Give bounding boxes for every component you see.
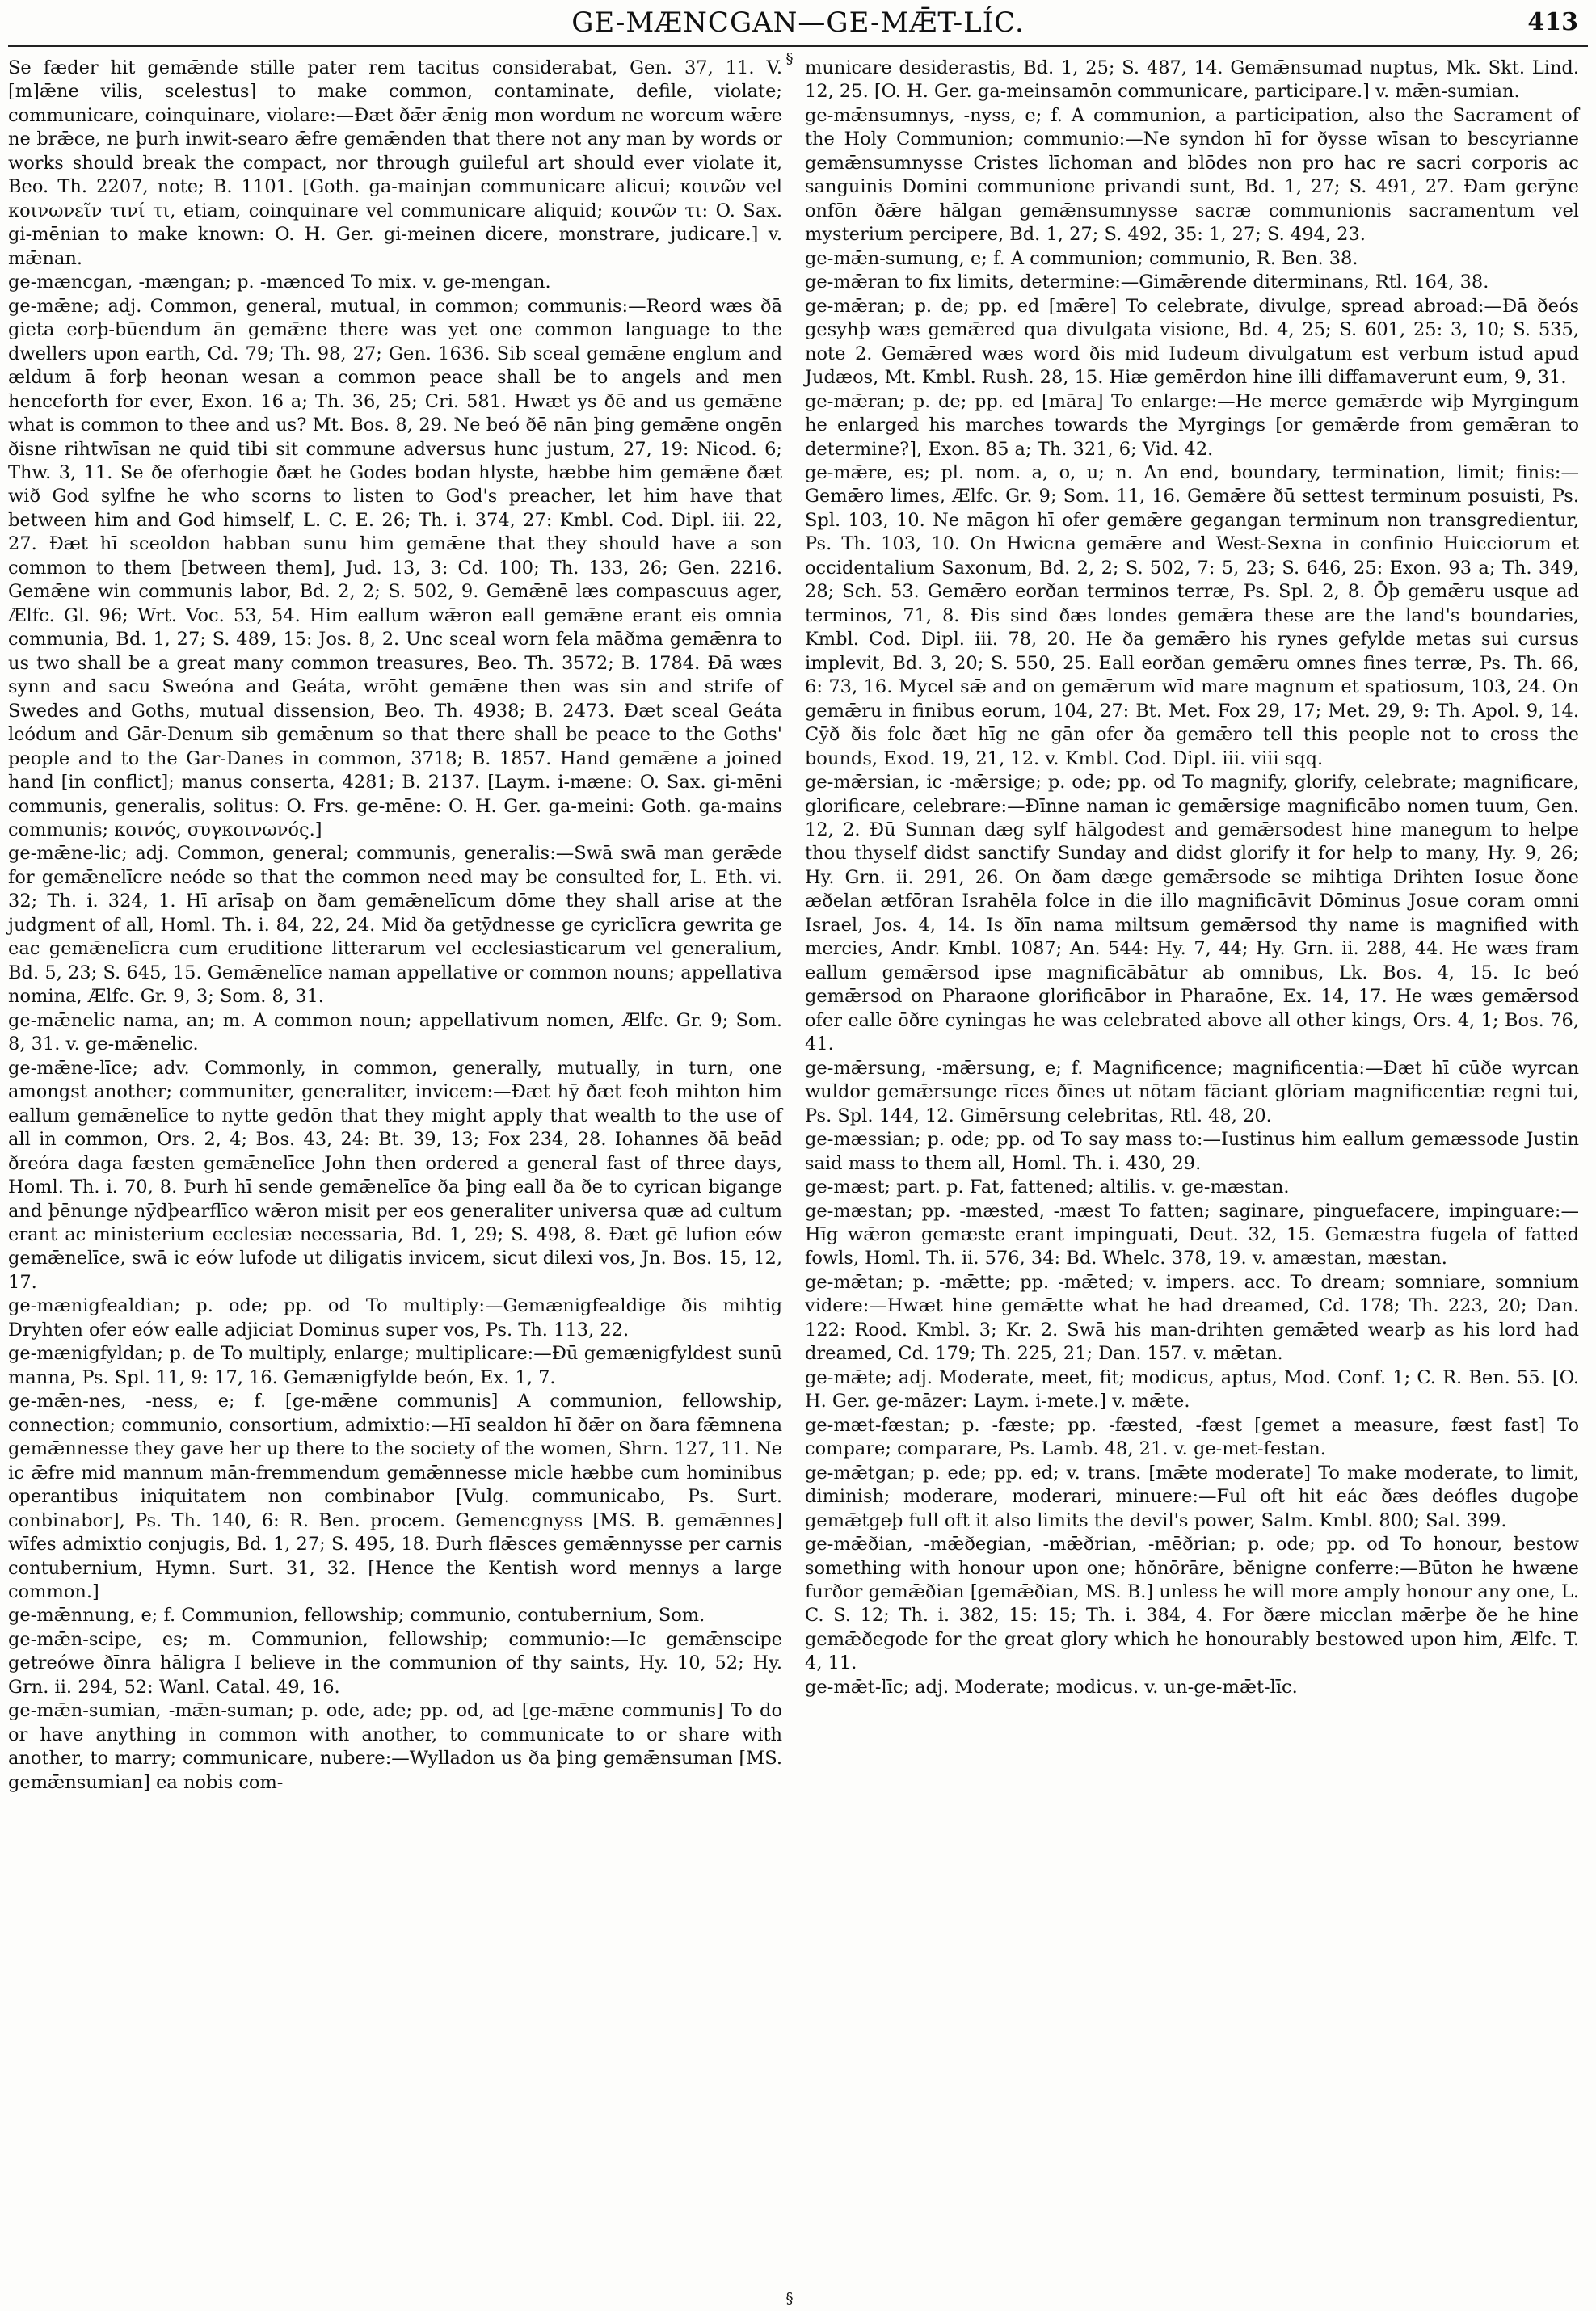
- entry-paragraph: Se fæder hit gemǣnde stille pater rem tacitus considerabat, Gen. 37, 11. V. [m]ǣne vilis, scelestus] to make common, contaminate, defile, violate; communicare, coinquinare, violare:—Ðæt ðǣr ǣnig mon wordum ne worcum wǣre ne brǣce, ne þurh inwit-searo ǣfre gemǣnden that there not any man by words or works should break the compact, nor through guileful art should ever violate it, Beo. Th. 2207, note; B. 1101. [Goth. ga-mainjan communicare alicui; κοινῶν vel κοινωνεῖν τινί τι, etiam, coinquinare vel communicare aliquid; κοινῶν τι: O. Sax. gi-mēnian to make known: O. H. Ger. gi-meinen dicere, monstrare, judicare.] v. mǣnan.: [8, 57, 782, 269]
- divider-ornament-bottom-icon: §: [782, 2292, 797, 2306]
- entry-paragraph: ge-mǣn-nes, -ness, e; f. [ge-mǣne communis] A communion, fellowship, connection; communio, consortium, admixtio:—Hī sealdon hī ðǣr on ðara fǣmnena gemǣnnesse they gave her up there to the society of the women, Shrn. 127, 11. Ne ic ǣfre mid mannum mān-fremmendum gemǣnnesse micle hæbbe cum hominibus operantibus iniquitatem non combinabor [Vulg. communicabo, Ps. Surt. conbinabor], Ps. Th. 140, 6: R. Ben. procem. Gemencgnyss [MS. B. gemǣnnes] wīfes admixtio conjugis, Bd. 1, 27; S. 495, 18. Ðurh flǣsces gemǣnnysse per carnis contubernium, Hymn. Surt. 31, 32. [Hence the Kentish word mennys a large common.]: [8, 1391, 782, 1602]
- entry-paragraph: ge-mǣnelic nama, an; m. A common noun; appellativum nomen, Ælfc. Gr. 9; Som. 8, 31. v. ge-mǣnelic.: [8, 1009, 782, 1055]
- entry-paragraph: ge-mǣne-līce; adv. Commonly, in common, generally, mutually, in turn, one amongst another; communiter, generaliter, invicem:—Ðæt hȳ ðæt feoh mihton him eallum gemǣnelīce to nytte gedōn that they might apply that wealth to the use of all in common, Ors. 2, 4; Bos. 43, 24: Bt. 39, 13; Fox 234, 28. Iohannes ðā beād ðreóra daga fæsten gemǣnelīce John then ordered a general fast of three days, Homl. Th. i. 70, 8. Þurh hī sende gemǣnelīce ða þing eall ða ðe to cyrican bigange and þēnunge nȳdþearflīco wǣron misit per eos generaliter universa quæ ad cultum erant ac ministerium ecclesiæ necessaria, Bd. 1, 29; S. 498, 8. Ðæt gē lufion eów gemǣnelīce, swā ic eów lufode ut diligatis invicem, sicut dilexi vos, Jn. Bos. 15, 12, 17.: [8, 1057, 782, 1293]
- entry-paragraph: ge-mǣnnung, e; f. Communion, fellowship; communio, contubernium, Som.: [8, 1605, 705, 1627]
- entry-paragraph: ge-mǣne-lic; adj. Common, general; communis, generalis:—Swā swā man gerǣde for gemǣnelīcre neóde so that the common need may be consulted for, L. Eth. vi. 32; Th. i. 324, 1. Hī arīsaþ on ðam gemǣnelīcum dōme they shall arise at the judgment of all, Homl. Th. i. 84, 22, 24. Mid ða getȳdnesse ge cyriclīcra gewrita ge eac gemǣnelīcra cum eruditione litterarum vel ecclesiasticarum vel generalium, Bd. 5, 23; S. 645, 15. Gemǣnelīce naman appellative or common nouns; appellativa nomina, Ælfc. Gr. 9, 3; Som. 8, 31.: [8, 843, 782, 1008]
- header-rule: [8, 45, 1588, 47]
- entry-paragraph: ge-mǣn-sumung, e; f. A communion; communio, R. Ben. 38.: [805, 247, 1358, 269]
- entry-paragraph: ge-mǣre, es; pl. nom. a, o, u; n. An end, boundary, termination, limit; finis:—Gemǣro limes, Ælfc. Gr. 9; Som. 11, 16. Gemǣre ðū settest terminum posuisti, Ps. Spl. 103, 10. Ne māgon hī ofer gemǣre gegangan terminum non transgredientur, Ps. Th. 103, 10. On Hwicna gemǣre and West-Sexna in confinio Huicciorum et occidentalium Saxonum, Bd. 2, 2; S. 502, 7: 5, 23; S. 646, 25: Exon. 93 a; Th. 349, 28; Sch. 53. Gemǣro eorðan terminos terræ, Ps. Spl. 2, 8. Ōþ gemǣru usque ad terminos, 71, 8. Ðis sind ðæs londes gemǣra these are the land's boundaries, Kmbl. Cod. Dipl. iii. 78, 20. He ða gemǣro his rynes gefylde metas sui cursus implevit, Bd. 3, 20; S. 550, 25. Eall eorðan gemǣru omnes fines terræ, Ps. Th. 66, 6: 73, 16. Mycel sǣ and on gemǣrum wīd mare magnum et spatiosum, 103, 24. On gemǣru in finibus eorum, 104, 27: Bt. Met. Fox 29, 17; Met. 29, 9: Th. Apol. 9, 14. Cȳð ðis folc ðæt hīg ne gān ofer ða gemǣro tell this people not to cross the bounds, Exod. 19, 21, 12. v. Kmbl. Cod. Dipl. iii. viii sqq.: [805, 461, 1579, 769]
- entry-paragraph: ge-mæncgan, -mængan; p. -mænced To mix. v. ge-mengan.: [8, 272, 551, 293]
- running-head: GE-MÆNCGAN—GE-MǢT-LÍC.: [571, 6, 1025, 39]
- entry-paragraph: ge-mǣtan; p. -mǣtte; pp. -mǣted; v. impers. acc. To dream; somniare, somnium videre:—Hwæt hine gemǣtte what he had dreamed, Cd. 178; Th. 223, 20; Dan. 122: Rood. Kmbl. 3; Kr. 2. Swā his man-drihten gemǣted wearþ as his lord had dreamed, Cd. 179; Th. 225, 21; Dan. 157. v. mǣtan.: [805, 1271, 1579, 1365]
- entry-paragraph: ge-mænigfealdian; p. ode; pp. od To multiply:—Gemænigfealdige ðis mihtig Dryhten ofer eów ealle adjiciat Dominus super vos, Ps. Th. 113, 22.: [8, 1295, 782, 1341]
- entry-paragraph: ge-mǣtgan; p. ede; pp. ed; v. trans. [mǣte moderate] To make moderate, to limit, diminish; moderare, moderari, minuere:—Ful oft hit eác ðæs deófles dugoþe gemǣtgeþ full oft it also limits the devil's power, Salm. Kmbl. 800; Sal. 399.: [805, 1462, 1579, 1531]
- entry-paragraph: ge-mǣran; p. de; pp. ed [mǣre] To celebrate, divulge, spread abroad:—Ðā ðeós gesyhþ wæs gemǣred qua divulgata visione, Bd. 4, 25; S. 601, 25: 3, 10; S. 535, note 2. Gemǣred wæs word ðis mid Iudeum divulgatum est verbum istud apud Judæos, Mt. Kmbl. Rush. 28, 15. Hiæ gemērdon hine illi diffamaverunt eum, 9, 31.: [805, 295, 1579, 389]
- right-column: [805, 57, 1579, 1699]
- entry-paragraph: ge-mǣn-scipe, es; m. Communion, fellowship; communio:—Ic gemǣnscipe getreówe ðīnra hāligra I believe in the communion of thy saints, Hy. 10, 52; Hy. Grn. ii. 294, 52: Wanl. Catal. 49, 16.: [8, 1628, 782, 1698]
- entry-paragraph: ge-mænigfyldan; p. de To multiply, enlarge; multiplicare:—Ðū gemænigfyldest sunū manna, Ps. Spl. 11, 9: 17, 16. Gemænigfylde beón, Ex. 1, 7.: [8, 1343, 782, 1388]
- entry-paragraph: ge-mǣt-līc; adj. Moderate; modicus. v. un-ge-mǣt-līc.: [805, 1676, 1298, 1698]
- entry-paragraph: ge-mǣrsung, -mǣrsung, e; f. Magnificence; magnificentia:—Ðæt hī cūðe wyrcan wuldor gemǣrsunge rīces ðīnes ut nōtam fāciant glōriam magnificentiæ regni tui, Ps. Spl. 144, 12. Gimērsung celebritas, Rtl. 48, 20.: [805, 1057, 1579, 1126]
- entry-paragraph: ge-mǣðian, -mǣðegian, -mǣðrian, -mēðrian; p. ode; pp. od To honour, bestow something with honour upon one; hŏnōrāre, bĕnigne conferre:—Būton he hwæne furðor gemǣðian [gemǣðian, MS. B.] unless he will more amply honour any one, L. C. S. 12; Th. i. 382, 15: 15; Th. i. 384, 4. For ðære micclan mǣrþe ðe he hine gemǣðegode for the great glory which he honourably bestowed upon him, Ælfc. T. 4, 11.: [805, 1534, 1579, 1674]
- entry-paragraph: ge-mæst; part. p. Fat, fattened; altilis. v. ge-mæstan.: [805, 1177, 1290, 1198]
- entry-paragraph: ge-mǣrsian, ic -mǣrsige; p. ode; pp. od To magnify, glorify, celebrate; magnificare, glorificare, celebrare:—Ðīnne naman ic gemǣrsige magnificābo nomen tuum, Gen. 12, 2. Ðū Sunnan dæg sylf hālgodest and gemǣrsodest hine manegum to helpe thou thyself didst sanctify Sunday and didst glorify it for help to many, Hy. 9, 26; Hy. Grn. ii. 291, 26. On ðam dæge gemǣrsode se mihtiga Drihten Iosue ðone æðelan ætfōran Israhēla folce in die illo magnificāvit Dōminus Josue coram omni Israel, Jos. 4, 14. Is ðīn nama miltsum gemǣrsod thy name is magnified with mercies, Andr. Kmbl. 1087; An. 544: Hy. 7, 44; Hy. Grn. ii. 288, 44. He wæs fram eallum gemǣrsod ipse magnificābātur ab omnibus, Lk. Bos. 4, 15. Ic beó gemǣrsod on Pharaone glorificābor in Pharaōne, Ex. 14, 17. He wæs gemǣrsod ofer ealle ōðre cyningas he was celebrated above all other kings, Ors. 4, 1; Bos. 76, 41.: [805, 772, 1579, 1055]
- entry-paragraph: ge-mǣn-sumian, -mǣn-suman; p. ode, ade; pp. od, ad [ge-mǣne communis] To do or have anything in common with another, to communicate to or share with another, to marry; communicare, nubere:—Wylladon us ða þing gemǣnsuman [MS. gemǣnsumian] ea nobis com-: [8, 1700, 782, 1793]
- page-number: 413: [1527, 8, 1578, 36]
- entry-paragraph: ge-mǣran to fix limits, determine:—Gimǣrende diterminans, Rtl. 164, 38.: [805, 272, 1489, 293]
- entry-paragraph: ge-mæssian; p. ode; pp. od To say mass to:—Iustinus him eallum gemæssode Justin said mass to them all, Homl. Th. i. 430, 29.: [805, 1129, 1579, 1174]
- entry-paragraph: municare desiderastis, Bd. 1, 25; S. 487, 14. Gemǣnsumad nuptus, Mk. Skt. Lind. 12, 25. [O. H. Ger. ga-meinsamōn communicare, participare.] v. mǣn-sumian.: [805, 57, 1579, 103]
- entry-paragraph: ge-mæstan; pp. -mæsted, -mæst To fatten; saginare, pinguefacere, impinguare:—Hīg wǣron gemæste erant impinguati, Deut. 32, 15. Gemæstra fugela of fatted fowls, Homl. Th. ii. 576, 34: Bd. Whelc. 378, 19. v. amæstan, mæstan.: [805, 1200, 1579, 1269]
- entry-paragraph: ge-mǣne; adj. Common, general, mutual, in common; communis:—Reord wæs ðā gieta eorþ-būendum ān gemǣne there was yet one common language to the dwellers upon earth, Cd. 79; Th. 98, 27; Gen. 1636. Sib sceal gemǣne englum and ældum ā forþ heonan wesan a common peace shall be to angels and men henceforth for ever, Exon. 16 a; Th. 36, 25; Cri. 581. Hwæt ys ðē and us gemǣne what is common to thee and us? Mt. Bos. 8, 29. Ne beó ðē nān þing gemǣne ongēn ðisne rihtwīsan ne quid tibi sit commune adversus hunc justum, 27, 19: Nicod. 6; Thw. 3, 11. Se ðe oferhogie ðæt he Godes bodan hlyste, hæbbe him gemǣne ðæt wið God sylfne he who scorns to listen to God's preacher, let him have that between him and God himself, L. C. E. 26; Th. i. 374, 27: Kmbl. Cod. Dipl. iii. 22, 27. Ðæt hī sceoldon habban sunu him gemǣne that they should have a son common to them [between them], Jud. 13, 3: Cd. 100; Th. 133, 26; Gen. 2216. Gemǣne win communis labor, Bd. 2, 2; S. 502, 9. Gemǣnē læs compascuus ager, Ælfc. Gl. 96; Wrt. Voc. 53, 54. Him eallum wǣron eall gemǣne erant eis omnia communia, Bd. 1, 27; S. 489, 15: Jos. 8, 2. Unc sceal worn fela māðma gemǣnra to us two shall be a great many common treasures, Beo. Th. 3572; B. 1784. Ðā wæs synn and sacu Sweóna and Geáta, wrōht gemǣne then was sin and strife of Swedes and Goths, mutual dissension, Beo. Th. 4938; B. 2473. Ðæt sceal Geáta leódum and Gār-Denum sib gemǣnum so that there shall be peace to the Goths' people and to the Gar-Danes in common, 3718; B. 1857. Hand gemǣne a joined hand [in conflict]; manus conserta, 4281; B. 2137. [Laym. i-mæne: O. Sax. gi-mēni communis, generalis, solitus: O. Frs. ge-mēne: O. H. Ger. ga-meini: Goth. ga-mains communis; κοινός, συγκοινωνός.]: [8, 295, 782, 840]
- divider-ornament-top-icon: §: [782, 52, 797, 66]
- entry-paragraph: ge-mǣran; p. de; pp. ed [māra] To enlarge:—He merce gemǣrde wiþ Myrgingum he enlarged his marches towards the Myrgings [or gemǣrde from gemǣran to determine?], Exon. 85 a; Th. 321, 6; Vid. 42.: [805, 390, 1579, 460]
- entry-paragraph: ge-mǣte; adj. Moderate, meet, fit; modicus, aptus, Mod. Conf. 1; C. R. Ben. 55. [O. H. Ger. ge-māzer: Laym. i-mete.] v. mǣte.: [805, 1366, 1579, 1412]
- entry-paragraph: ge-mæt-fæstan; p. -fæste; pp. -fæsted, -fæst [gemet a measure, fæst fast] To compare; comparare, Ps. Lamb. 48, 21. v. ge-met-festan.: [805, 1414, 1579, 1460]
- page-header: [0, 6, 1596, 39]
- entry-paragraph: ge-mǣnsumnys, -nyss, e; f. A communion, a participation, also the Sacrament of the Holy Communion; communio:—Ne syndon hī for ðysse wīsan to bescyrianne gemǣnsumnysse Cristes līchoman and blōdes non pro hac re sacri corporis ac sanguinis Domini communione privandi sunt, Bd. 1, 27; S. 491, 27. Ðam gerȳne onfōn ðǣre hālgan gemǣnsumnysse sacræ communionis sacramentum vel mysterium percipere, Bd. 1, 27; S. 492, 35: 1, 27; S. 494, 23.: [805, 104, 1579, 246]
- left-column: [8, 57, 782, 1795]
